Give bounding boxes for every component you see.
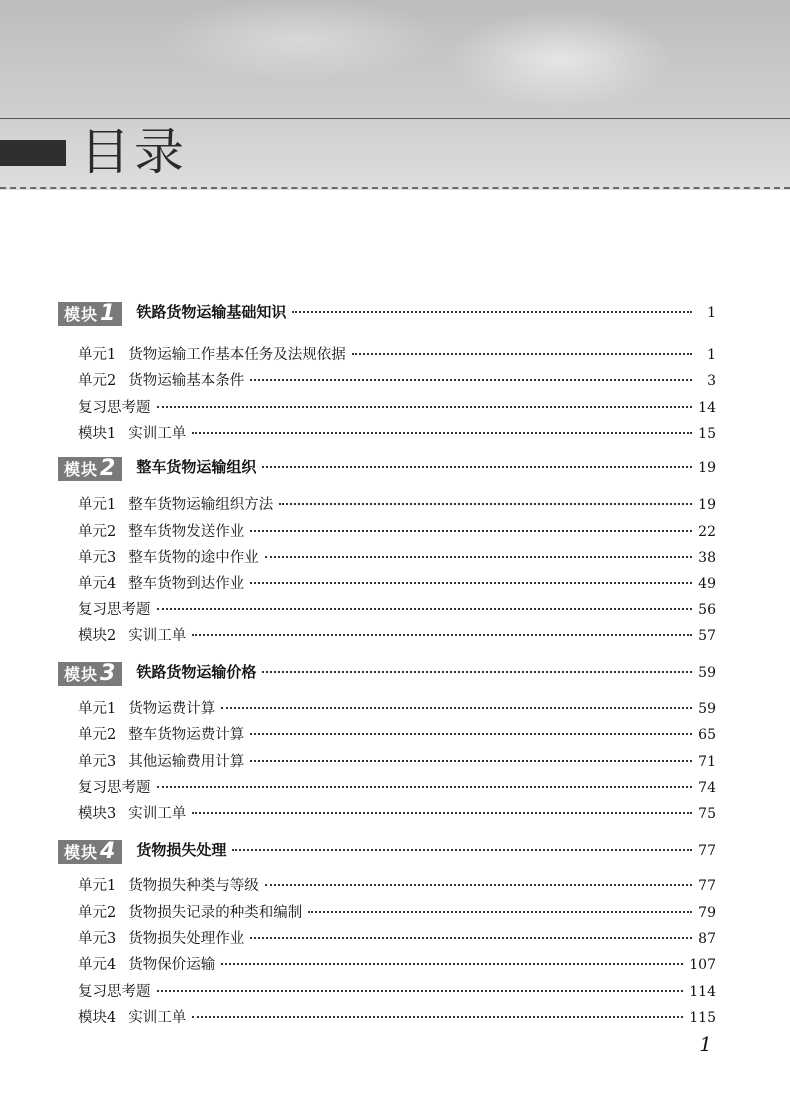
page-number: 74 xyxy=(698,780,716,796)
toc-entry[interactable] xyxy=(78,369,716,389)
page-number: 15 xyxy=(698,426,716,442)
entry-title: 整车货物发送作业 xyxy=(128,524,245,540)
leader-dots xyxy=(250,937,692,939)
unit-label: 单元3 xyxy=(78,550,117,566)
page-number: 65 xyxy=(698,727,716,743)
toc-entry[interactable] xyxy=(78,750,716,770)
toc-entry[interactable] xyxy=(78,697,716,717)
toc-entry[interactable] xyxy=(78,624,716,644)
unit-label: 单元2 xyxy=(78,727,117,743)
entry-title: 整车货物到达作业 xyxy=(128,576,245,592)
page-number: 79 xyxy=(698,905,716,921)
unit-label: 单元1 xyxy=(78,701,117,717)
unit-label: 单元2 xyxy=(78,905,117,921)
unit-label: 单元3 xyxy=(78,754,117,770)
toc-entry[interactable] xyxy=(78,980,716,1000)
toc-entry[interactable] xyxy=(78,776,716,796)
entry-title: 复习思考题 xyxy=(78,984,151,1000)
page-number: 77 xyxy=(698,878,716,894)
entry-title: 实训工单 xyxy=(128,426,187,442)
page-number: 87 xyxy=(698,931,716,947)
unit-label: 模块4 xyxy=(78,1010,117,1026)
module-heading[interactable] xyxy=(58,456,716,482)
entry-title: 实训工单 xyxy=(128,806,187,822)
page-number: 22 xyxy=(698,524,716,540)
leader-dots xyxy=(292,311,692,313)
toc-entry[interactable] xyxy=(78,901,716,921)
leader-dots xyxy=(192,1016,683,1018)
module-badge: 模块3 xyxy=(58,662,122,686)
module-heading[interactable] xyxy=(58,839,716,865)
unit-label: 单元4 xyxy=(78,957,117,973)
unit-label: 单元1 xyxy=(78,347,117,363)
leader-dots xyxy=(250,582,692,584)
leader-dots xyxy=(262,671,692,673)
unit-label: 模块1 xyxy=(78,426,117,442)
leader-dots xyxy=(308,911,692,913)
leader-dots xyxy=(221,707,692,709)
module-title: 整车货物运输组织 xyxy=(136,458,257,476)
page-number: 115 xyxy=(689,1010,716,1026)
leader-dots xyxy=(250,530,692,532)
unit-label: 单元1 xyxy=(78,497,117,513)
page-number: 38 xyxy=(698,550,716,566)
module-heading[interactable] xyxy=(58,301,716,327)
entry-title: 复习思考题 xyxy=(78,602,151,618)
leader-dots xyxy=(192,634,692,636)
page-number: 19 xyxy=(698,460,716,476)
unit-label: 单元2 xyxy=(78,373,117,389)
leader-dots xyxy=(262,466,692,468)
leader-dots xyxy=(265,884,692,886)
page-number: 114 xyxy=(689,984,716,1000)
module-heading[interactable] xyxy=(58,661,716,687)
toc-entry[interactable] xyxy=(78,874,716,894)
unit-label: 单元4 xyxy=(78,576,117,592)
page-number: 71 xyxy=(698,754,716,770)
page-number: 77 xyxy=(698,843,716,859)
page-number: 49 xyxy=(698,576,716,592)
leader-dots xyxy=(157,608,693,610)
entry-title: 货物运输工作基本任务及法规依据 xyxy=(128,347,346,363)
page-number: 57 xyxy=(698,628,716,644)
footer-page-number: 1 xyxy=(699,1032,712,1056)
page-number: 1 xyxy=(707,305,716,321)
toc-entry[interactable] xyxy=(78,927,716,947)
leader-dots xyxy=(250,379,692,381)
leader-dots xyxy=(232,849,692,851)
toc-entry[interactable] xyxy=(78,493,716,513)
leader-dots xyxy=(157,786,693,788)
page-title: 目录 xyxy=(80,123,188,181)
entry-title: 整车货物运输组织方法 xyxy=(128,497,274,513)
leader-dots xyxy=(192,812,692,814)
entry-title: 整车货物运费计算 xyxy=(128,727,245,743)
unit-label: 单元1 xyxy=(78,878,117,894)
unit-label: 模块3 xyxy=(78,806,117,822)
module-title: 货物损失处理 xyxy=(136,841,227,859)
page-number: 56 xyxy=(698,602,716,618)
leader-dots xyxy=(221,963,683,965)
leader-dots xyxy=(192,432,692,434)
leader-dots xyxy=(250,733,692,735)
unit-label: 模块2 xyxy=(78,628,117,644)
entry-title: 货物运输基本条件 xyxy=(128,373,245,389)
leader-dots xyxy=(352,353,692,355)
toc-entry[interactable] xyxy=(78,802,716,822)
entry-title: 复习思考题 xyxy=(78,780,151,796)
module-title: 铁路货物运输价格 xyxy=(136,663,257,681)
toc-entry[interactable] xyxy=(78,343,716,363)
page-number: 75 xyxy=(698,806,716,822)
module-title: 铁路货物运输基础知识 xyxy=(136,303,287,321)
leader-dots xyxy=(250,760,692,762)
entry-title: 实训工单 xyxy=(128,628,187,644)
page-number: 59 xyxy=(698,701,716,717)
toc-entry[interactable] xyxy=(78,546,716,566)
entry-title: 货物保价运输 xyxy=(128,957,216,973)
entry-title: 货物损失处理作业 xyxy=(128,931,245,947)
entry-title: 货物运费计算 xyxy=(128,701,216,717)
toc-entry[interactable] xyxy=(78,520,716,540)
page-number: 19 xyxy=(698,497,716,513)
toc-entry[interactable] xyxy=(78,1006,716,1026)
toc-entry[interactable] xyxy=(78,723,716,743)
page-number: 3 xyxy=(707,373,716,389)
entry-title: 复习思考题 xyxy=(78,400,151,416)
leader-dots xyxy=(157,406,693,408)
module-badge: 模块1 xyxy=(58,302,122,326)
page-number: 1 xyxy=(707,347,716,363)
unit-label: 单元3 xyxy=(78,931,117,947)
leader-dots xyxy=(265,556,692,558)
toc-entry[interactable] xyxy=(78,422,716,442)
module-badge: 模块4 xyxy=(58,840,122,864)
entry-title: 整车货物的途中作业 xyxy=(128,550,259,566)
leader-dots xyxy=(157,990,684,992)
toc-entry[interactable] xyxy=(78,598,716,618)
entry-title: 其他运输费用计算 xyxy=(128,754,245,770)
module-badge: 模块2 xyxy=(58,457,122,481)
toc-entry[interactable] xyxy=(78,396,716,416)
entry-title: 货物损失记录的种类和编制 xyxy=(128,905,303,921)
page-number: 59 xyxy=(698,665,716,681)
entry-title: 货物损失种类与等级 xyxy=(128,878,259,894)
page-number: 14 xyxy=(698,400,716,416)
toc-entry[interactable] xyxy=(78,953,716,973)
unit-label: 单元2 xyxy=(78,524,117,540)
entry-title: 实训工单 xyxy=(128,1010,187,1026)
page-number: 107 xyxy=(689,957,716,973)
leader-dots xyxy=(279,503,692,505)
toc-entry[interactable] xyxy=(78,572,716,592)
